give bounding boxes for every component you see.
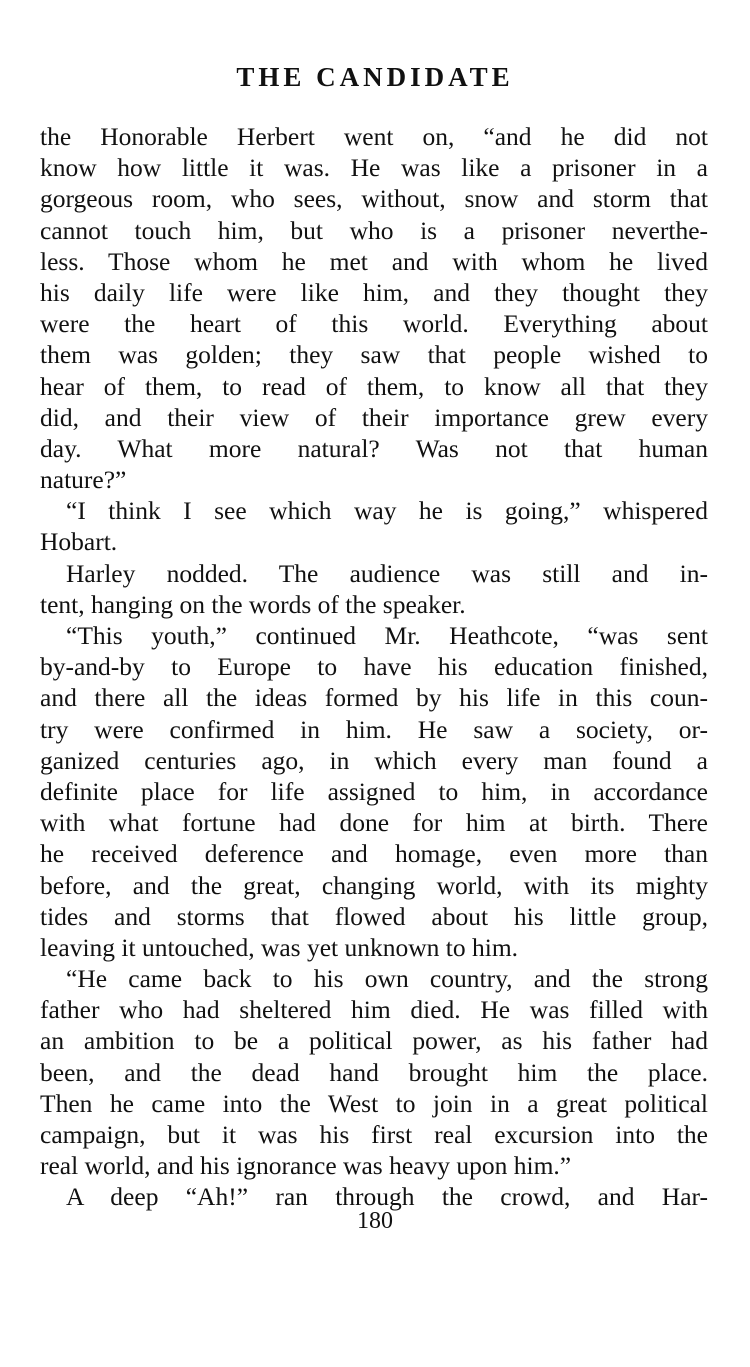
text-line: tides and storms that flowed about his little group, <box>40 901 708 931</box>
text-line: Hobart. <box>40 527 118 557</box>
text-line: the Honorable Herbert went on, “and he did not <box>40 122 708 151</box>
text-line: hear of them, to read of them, to know all that they <box>40 371 708 401</box>
text-line: “I think I see which way he is going,” whispered <box>66 496 708 526</box>
text-line: with what fortune had done for him at birth. There <box>40 808 708 838</box>
text-line: and there all the ideas formed by his life in this coun- <box>40 683 708 713</box>
text-line: Then he came into the West to join in a great political <box>40 1088 708 1118</box>
text-line: by-and-by to Europe to have his education finished, <box>40 652 708 682</box>
text-line: A deep “Ah!” ran through the crowd, and Har- <box>66 1182 708 1212</box>
text-line: before, and the great, changing world, with its mighty <box>40 870 708 900</box>
text-line: real world, and his ignorance was heavy upon him.” <box>40 1151 572 1181</box>
text-line: gorgeous room, who sees, without, snow and storm that <box>40 184 708 214</box>
text-line: an ambition to be a political power, as his father had <box>40 1026 708 1056</box>
body-text <box>40 121 708 1213</box>
text-line: Harley nodded. The audience was still and in- <box>66 558 708 588</box>
text-line: nature?” <box>40 465 127 495</box>
text-line: them was golden; they saw that people wished to <box>40 340 708 370</box>
text-line: his daily life were like him, and they thought they <box>40 277 708 307</box>
text-line: day. What more natural? Was not that human <box>40 433 708 463</box>
text-line: campaign, but it was his first real excursion into the <box>40 1120 708 1149</box>
text-line: tent, hanging on the words of the speaker. <box>40 589 466 619</box>
text-line: were the heart of this world. Everything about <box>40 309 708 339</box>
text-line: “This youth,” continued Mr. Heathcote, “was sent <box>66 621 708 650</box>
text-line: cannot touch him, but who is a prisoner neverthe- <box>40 215 708 245</box>
text-line: know how little it was. He was like a prisoner in a <box>40 153 708 183</box>
text-line: definite place for life assigned to him, in accordance <box>40 776 708 806</box>
running-head: THE CANDIDATE <box>236 62 514 92</box>
text-line: he received deference and homage, even more than <box>40 839 708 869</box>
text-line: father who had sheltered him died. He was filled with <box>40 995 708 1025</box>
text-line: “He came back to his own country, and the strong <box>66 964 708 994</box>
text-line: ganized centuries ago, in which every man found a <box>40 745 708 775</box>
page-number: 180 <box>357 1208 393 1234</box>
text-line: did, and their view of their importance grew every <box>40 402 708 432</box>
text-line: try were confirmed in him. He saw a society, or- <box>40 714 708 744</box>
text-line: leaving it untouched, was yet unknown to him. <box>40 932 519 962</box>
text-line: been, and the dead hand brought him the place. <box>40 1057 708 1087</box>
text-line: less. Those whom he met and with whom he lived <box>40 246 708 276</box>
